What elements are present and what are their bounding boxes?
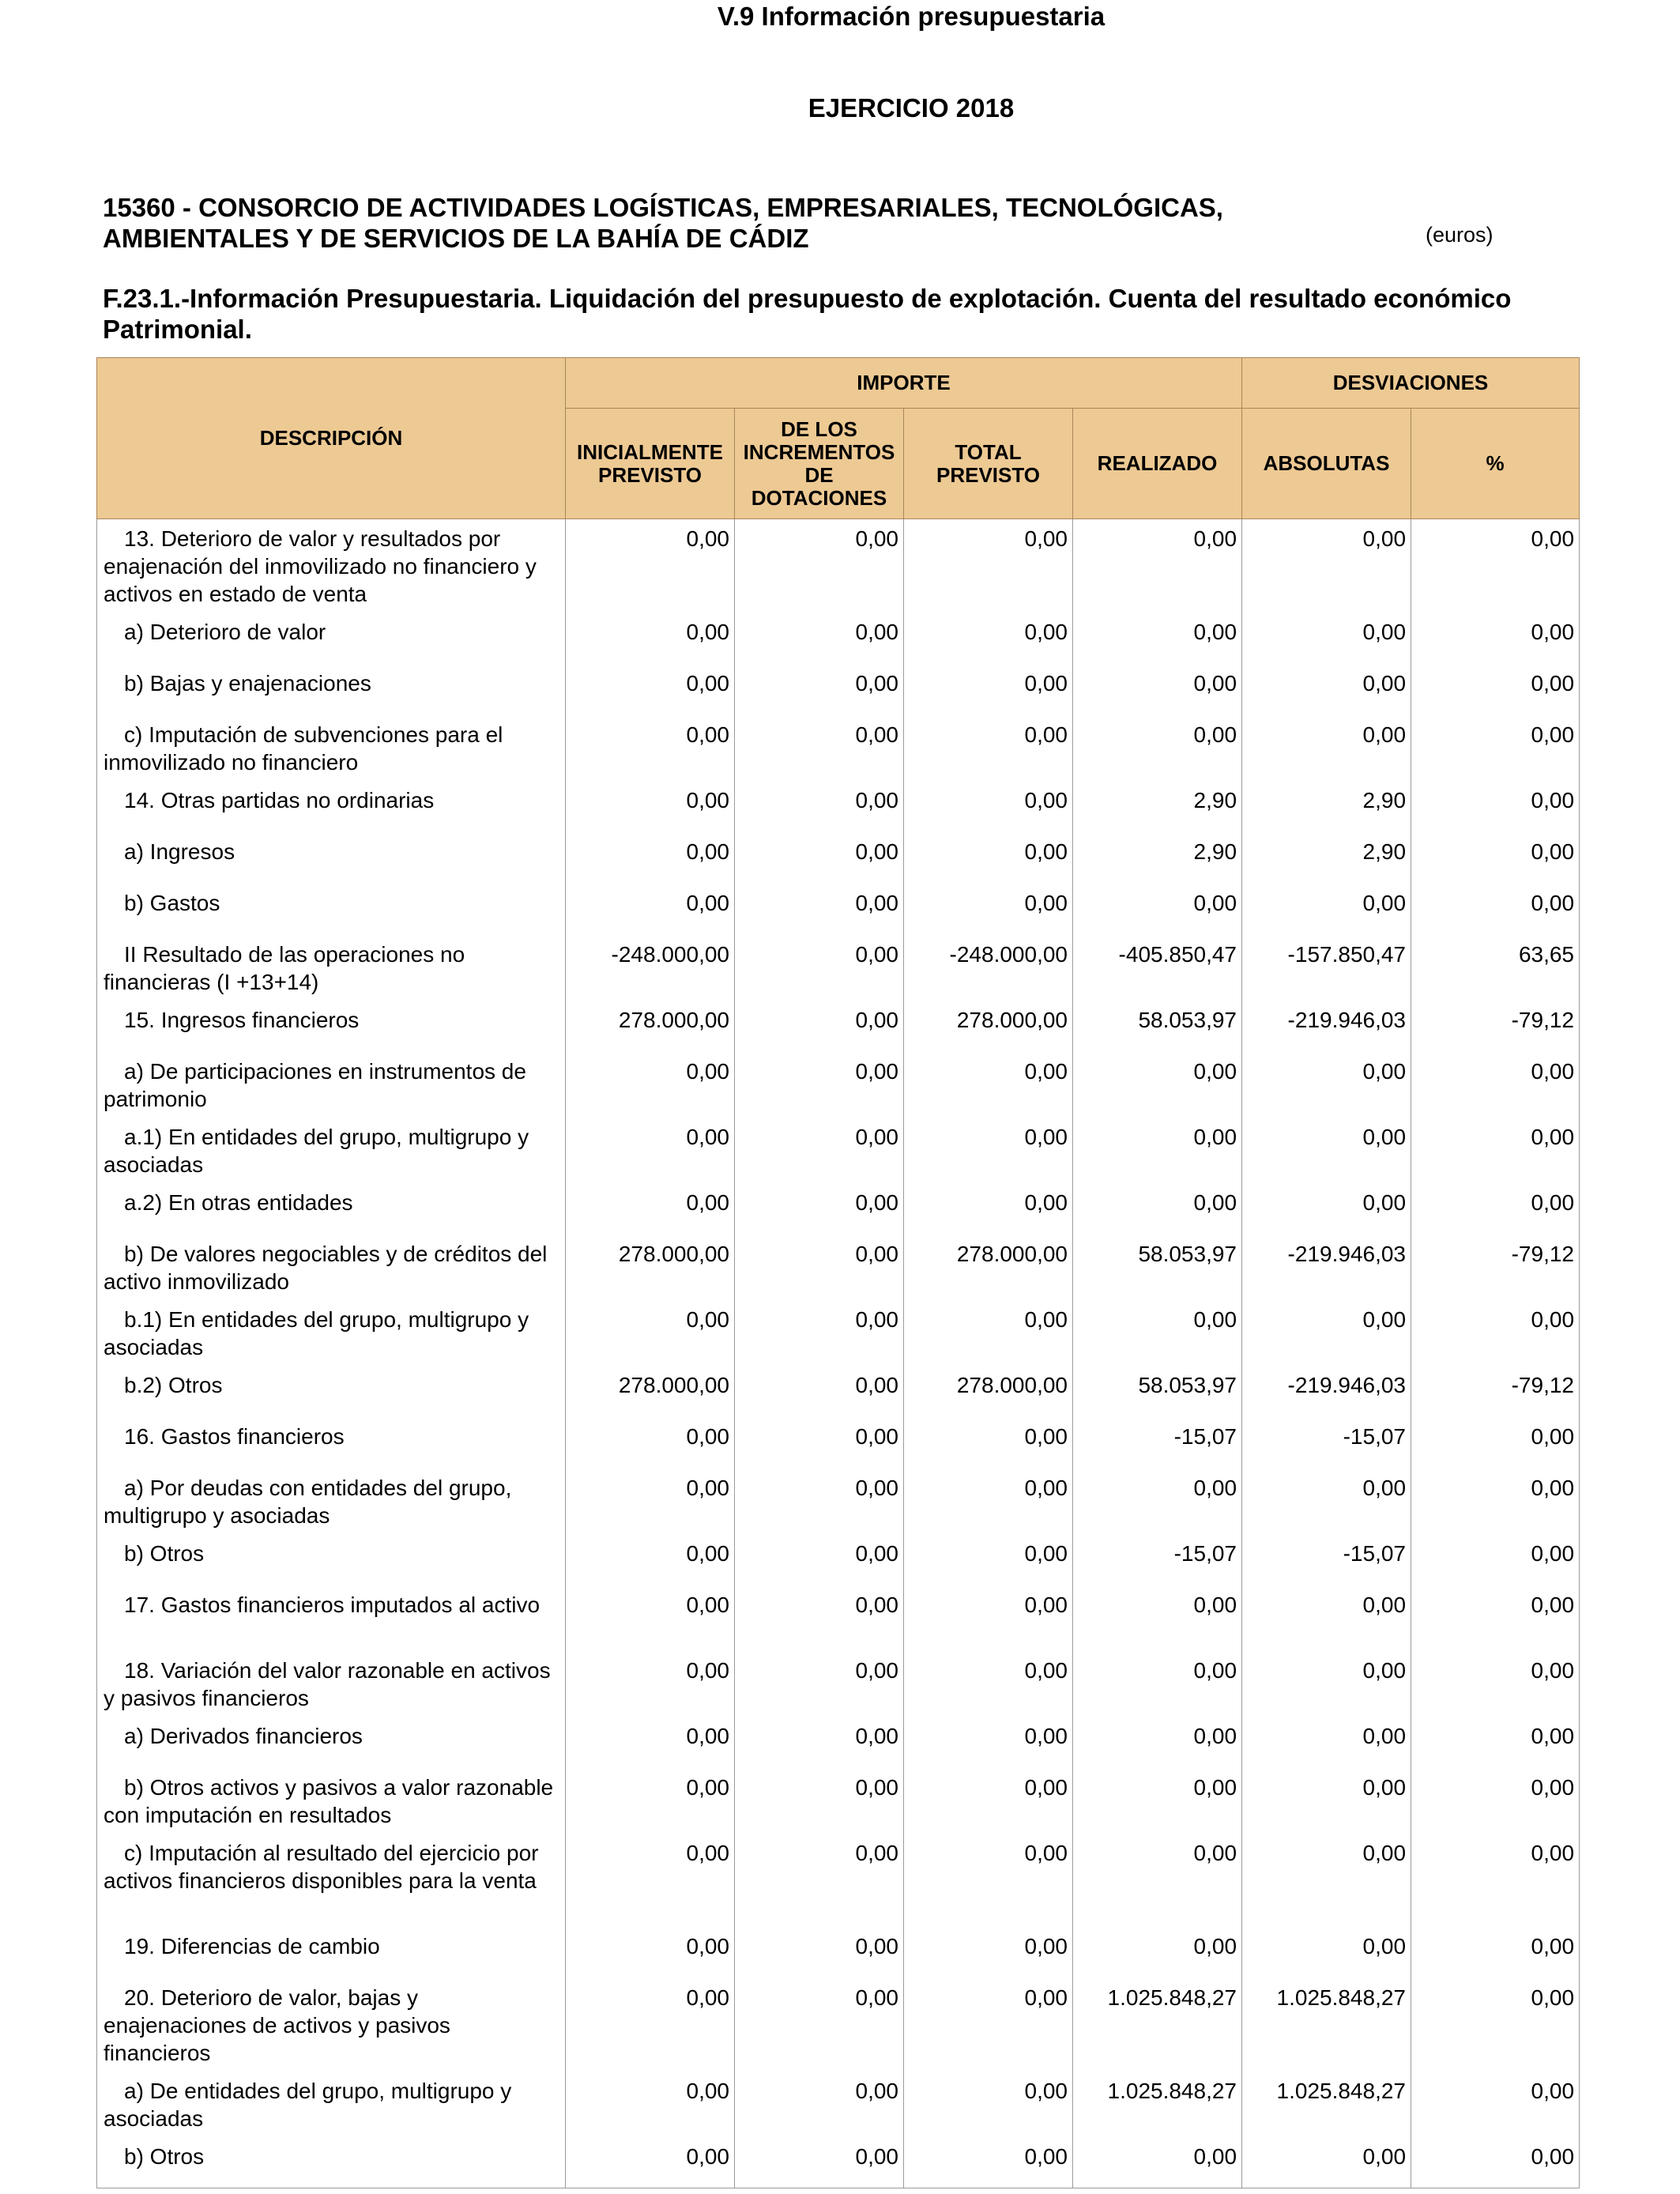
cell-inicialmente-previsto: 278.000,00 (566, 1366, 735, 1417)
row-description: 16. Gastos financieros (97, 1417, 566, 1468)
section-title (103, 283, 1604, 345)
table-row (97, 1300, 1580, 1366)
cell-absolutas: -157.850,47 (1242, 935, 1411, 1001)
cell-inicialmente-previsto: 0,00 (566, 1183, 735, 1235)
table-row (97, 2071, 1580, 2137)
cell-realizado: 0,00 (1073, 715, 1242, 781)
table-row (97, 1235, 1580, 1300)
cell-realizado: 0,00 (1073, 884, 1242, 935)
cell-realizado: 58.053,97 (1073, 1366, 1242, 1417)
row-description: c) Imputación de subvenciones para el inmovilizado no financiero (97, 715, 566, 781)
cell-absolutas: 0,00 (1242, 613, 1411, 664)
table-row (97, 2137, 1580, 2188)
cell-incrementos-dotaciones: 0,00 (735, 1717, 904, 1768)
entity-name-line-2: AMBIENTALES Y DE SERVICIOS DE LA BAHÍA DE CÁDIZ (103, 224, 809, 253)
cell-total-previsto: 0,00 (904, 1768, 1073, 1834)
cell-porcentaje: 0,00 (1411, 781, 1580, 832)
table-row (97, 1927, 1580, 1978)
cell-porcentaje: 0,00 (1411, 1978, 1580, 2071)
table-row (97, 781, 1580, 832)
table-row (97, 519, 1580, 613)
cell-realizado: 0,00 (1073, 613, 1242, 664)
entity-name-line-1: 15360 - CONSORCIO DE ACTIVIDADES LOGÍSTICAS, EMPRESARIALES, TECNOLÓGICAS, (103, 193, 1223, 222)
header-incrementos-dotaciones: DE LOS INCREMENTOS DE DOTACIONES (735, 409, 904, 519)
row-description: a) Ingresos (97, 832, 566, 884)
cell-inicialmente-previsto: 0,00 (566, 1717, 735, 1768)
cell-inicialmente-previsto: 0,00 (566, 1768, 735, 1834)
table-row (97, 935, 1580, 1001)
cell-realizado: 0,00 (1073, 1768, 1242, 1834)
cell-total-previsto: 0,00 (904, 1183, 1073, 1235)
cell-incrementos-dotaciones: 0,00 (735, 1417, 904, 1468)
header-inicialmente-previsto: INICIALMENTE PREVISTO (566, 409, 735, 519)
cell-total-previsto: 0,00 (904, 1417, 1073, 1468)
cell-inicialmente-previsto: 0,00 (566, 1118, 735, 1183)
table-row (97, 1585, 1580, 1651)
cell-absolutas: 0,00 (1242, 1834, 1411, 1927)
cell-inicialmente-previsto: 0,00 (566, 1834, 735, 1927)
cell-realizado: 2,90 (1073, 781, 1242, 832)
cell-inicialmente-previsto: 0,00 (566, 1927, 735, 1978)
cell-porcentaje: 0,00 (1411, 1651, 1580, 1717)
cell-total-previsto: 0,00 (904, 2137, 1073, 2188)
cell-inicialmente-previsto: 0,00 (566, 1417, 735, 1468)
cell-absolutas: -15,07 (1242, 1534, 1411, 1585)
cell-realizado: -405.850,47 (1073, 935, 1242, 1001)
header-absolutas: ABSOLUTAS (1242, 409, 1411, 519)
cell-absolutas: 0,00 (1242, 1118, 1411, 1183)
table-row (97, 1001, 1580, 1052)
cell-absolutas: 0,00 (1242, 1052, 1411, 1118)
cell-total-previsto: 0,00 (904, 832, 1073, 884)
cell-porcentaje: 0,00 (1411, 884, 1580, 935)
row-description: 13. Deterioro de valor y resultados por enajenación del inmovilizado no financiero y activos en estado de venta (97, 519, 566, 613)
table-row (97, 1118, 1580, 1183)
cell-incrementos-dotaciones: 0,00 (735, 1118, 904, 1183)
row-description: a) Deterioro de valor (97, 613, 566, 664)
cell-porcentaje: 63,65 (1411, 935, 1580, 1001)
cell-porcentaje: 0,00 (1411, 664, 1580, 715)
cell-realizado: 58.053,97 (1073, 1001, 1242, 1052)
cell-total-previsto: 0,00 (904, 664, 1073, 715)
cell-porcentaje: 0,00 (1411, 519, 1580, 613)
cell-absolutas: 0,00 (1242, 715, 1411, 781)
cell-incrementos-dotaciones: 0,00 (735, 1052, 904, 1118)
cell-total-previsto: 0,00 (904, 1468, 1073, 1534)
header-total-previsto: TOTAL PREVISTO (904, 409, 1073, 519)
row-description: b.1) En entidades del grupo, multigrupo y asociadas (97, 1300, 566, 1366)
cell-absolutas: 0,00 (1242, 1585, 1411, 1651)
cell-absolutas: -219.946,03 (1242, 1366, 1411, 1417)
cell-inicialmente-previsto: 278.000,00 (566, 1235, 735, 1300)
cell-incrementos-dotaciones: 0,00 (735, 1468, 904, 1534)
cell-absolutas: -15,07 (1242, 1417, 1411, 1468)
cell-absolutas: 0,00 (1242, 2137, 1411, 2188)
cell-inicialmente-previsto: 0,00 (566, 1468, 735, 1534)
cell-total-previsto: 0,00 (904, 1052, 1073, 1118)
cell-porcentaje: 0,00 (1411, 613, 1580, 664)
cell-realizado: -15,07 (1073, 1534, 1242, 1585)
cell-total-previsto: 0,00 (904, 1978, 1073, 2071)
row-description: b) Otros (97, 2137, 566, 2188)
header-desviaciones: DESVIACIONES (1242, 358, 1580, 409)
cell-absolutas: 0,00 (1242, 1651, 1411, 1717)
row-description: a) Por deudas con entidades del grupo, multigrupo y asociadas (97, 1468, 566, 1534)
cell-realizado: 0,00 (1073, 1183, 1242, 1235)
row-description: 19. Diferencias de cambio (97, 1927, 566, 1978)
cell-realizado: 1.025.848,27 (1073, 2071, 1242, 2137)
table-row (97, 1183, 1580, 1235)
cell-porcentaje: 0,00 (1411, 1183, 1580, 1235)
cell-realizado: 1.025.848,27 (1073, 1978, 1242, 2071)
row-description: a.1) En entidades del grupo, multigrupo y asociadas (97, 1118, 566, 1183)
row-description: b.2) Otros (97, 1366, 566, 1417)
cell-porcentaje: 0,00 (1411, 1717, 1580, 1768)
cell-incrementos-dotaciones: 0,00 (735, 2137, 904, 2188)
cell-incrementos-dotaciones: 0,00 (735, 1235, 904, 1300)
cell-incrementos-dotaciones: 0,00 (735, 2071, 904, 2137)
cell-inicialmente-previsto: 0,00 (566, 519, 735, 613)
cell-incrementos-dotaciones: 0,00 (735, 1927, 904, 1978)
cell-absolutas: 0,00 (1242, 1183, 1411, 1235)
row-description: b) Otros activos y pasivos a valor razonable con imputación en resultados (97, 1768, 566, 1834)
cell-inicialmente-previsto: 0,00 (566, 1300, 735, 1366)
cell-realizado: 0,00 (1073, 2137, 1242, 2188)
cell-incrementos-dotaciones: 0,00 (735, 715, 904, 781)
header-porcentaje: % (1411, 409, 1580, 519)
cell-realizado: 2,90 (1073, 832, 1242, 884)
cell-total-previsto: 0,00 (904, 1834, 1073, 1927)
table-row (97, 1468, 1580, 1534)
header-realizado: REALIZADO (1073, 409, 1242, 519)
cell-incrementos-dotaciones: 0,00 (735, 1534, 904, 1585)
cell-porcentaje: 0,00 (1411, 832, 1580, 884)
cell-total-previsto: 0,00 (904, 1585, 1073, 1651)
cell-inicialmente-previsto: 0,00 (566, 2137, 735, 2188)
table-row (97, 1717, 1580, 1768)
cell-inicialmente-previsto: -248.000,00 (566, 935, 735, 1001)
row-description: 17. Gastos financieros imputados al activo (97, 1585, 566, 1651)
cell-inicialmente-previsto: 0,00 (566, 1052, 735, 1118)
table-row (97, 1052, 1580, 1118)
cell-absolutas: 2,90 (1242, 832, 1411, 884)
cell-inicialmente-previsto: 0,00 (566, 1534, 735, 1585)
row-description: 15. Ingresos financieros (97, 1001, 566, 1052)
page-title: V.9 Información presupuestaria (717, 2, 1106, 31)
cell-incrementos-dotaciones: 0,00 (735, 1978, 904, 2071)
cell-realizado: 0,00 (1073, 1585, 1242, 1651)
cell-incrementos-dotaciones: 0,00 (735, 1183, 904, 1235)
row-description: 20. Deterioro de valor, bajas y enajenaciones de activos y pasivos financieros (97, 1978, 566, 2071)
cell-porcentaje: 0,00 (1411, 2071, 1580, 2137)
table-row (97, 1651, 1580, 1717)
table-row (97, 613, 1580, 664)
cell-porcentaje: -79,12 (1411, 1366, 1580, 1417)
cell-total-previsto: 0,00 (904, 1534, 1073, 1585)
table-row (97, 1417, 1580, 1468)
table-row (97, 832, 1580, 884)
row-description: b) Otros (97, 1534, 566, 1585)
cell-absolutas: 0,00 (1242, 1468, 1411, 1534)
cell-realizado: 0,00 (1073, 1927, 1242, 1978)
cell-total-previsto: 0,00 (904, 1300, 1073, 1366)
cell-porcentaje: 0,00 (1411, 1118, 1580, 1183)
cell-total-previsto: 0,00 (904, 715, 1073, 781)
cell-incrementos-dotaciones: 0,00 (735, 1651, 904, 1717)
cell-incrementos-dotaciones: 0,00 (735, 1001, 904, 1052)
cell-inicialmente-previsto: 0,00 (566, 715, 735, 781)
cell-absolutas: 0,00 (1242, 1717, 1411, 1768)
cell-porcentaje: 0,00 (1411, 715, 1580, 781)
cell-inicialmente-previsto: 0,00 (566, 1651, 735, 1717)
cell-absolutas: 0,00 (1242, 1927, 1411, 1978)
cell-inicialmente-previsto: 0,00 (566, 781, 735, 832)
table-row (97, 715, 1580, 781)
row-description: II Resultado de las operaciones no financieras (I +13+14) (97, 935, 566, 1001)
cell-realizado: 58.053,97 (1073, 1235, 1242, 1300)
cell-total-previsto: 0,00 (904, 1717, 1073, 1768)
cell-absolutas: -219.946,03 (1242, 1235, 1411, 1300)
cell-incrementos-dotaciones: 0,00 (735, 664, 904, 715)
cell-absolutas: 1.025.848,27 (1242, 1978, 1411, 2071)
row-description: b) Bajas y enajenaciones (97, 664, 566, 715)
entity-name (103, 192, 1383, 254)
cell-absolutas: 0,00 (1242, 664, 1411, 715)
cell-porcentaje: 0,00 (1411, 1468, 1580, 1534)
cell-total-previsto: 278.000,00 (904, 1001, 1073, 1052)
cell-inicialmente-previsto: 0,00 (566, 2071, 735, 2137)
cell-realizado: 0,00 (1073, 519, 1242, 613)
cell-porcentaje: 0,00 (1411, 1534, 1580, 1585)
table-body (97, 519, 1580, 2188)
cell-total-previsto: 0,00 (904, 781, 1073, 832)
cell-absolutas: -219.946,03 (1242, 1001, 1411, 1052)
cell-realizado: 0,00 (1073, 1052, 1242, 1118)
cell-porcentaje: -79,12 (1411, 1235, 1580, 1300)
table-row (97, 1978, 1580, 2071)
cell-incrementos-dotaciones: 0,00 (735, 1300, 904, 1366)
cell-realizado: 0,00 (1073, 1834, 1242, 1927)
row-description: a) Derivados financieros (97, 1717, 566, 1768)
table-row (97, 664, 1580, 715)
cell-total-previsto: 0,00 (904, 2071, 1073, 2137)
cell-incrementos-dotaciones: 0,00 (735, 1366, 904, 1417)
cell-incrementos-dotaciones: 0,00 (735, 832, 904, 884)
cell-incrementos-dotaciones: 0,00 (735, 613, 904, 664)
cell-incrementos-dotaciones: 0,00 (735, 884, 904, 935)
row-description: c) Imputación al resultado del ejercicio por activos financieros disponibles para la venta (97, 1834, 566, 1927)
cell-absolutas: 0,00 (1242, 884, 1411, 935)
cell-realizado: 0,00 (1073, 1468, 1242, 1534)
cell-realizado: 0,00 (1073, 1717, 1242, 1768)
table-row (97, 1834, 1580, 1927)
cell-realizado: 0,00 (1073, 1651, 1242, 1717)
row-description: a.2) En otras entidades (97, 1183, 566, 1235)
table-row (97, 1768, 1580, 1834)
cell-absolutas: 2,90 (1242, 781, 1411, 832)
section-title-line-2: Patrimonial. (103, 315, 252, 344)
cell-incrementos-dotaciones: 0,00 (735, 1834, 904, 1927)
cell-inicialmente-previsto: 0,00 (566, 884, 735, 935)
cell-porcentaje: 0,00 (1411, 1834, 1580, 1927)
cell-total-previsto: 0,00 (904, 613, 1073, 664)
cell-inicialmente-previsto: 0,00 (566, 613, 735, 664)
cell-inicialmente-previsto: 278.000,00 (566, 1001, 735, 1052)
cell-realizado: -15,07 (1073, 1417, 1242, 1468)
cell-total-previsto: 278.000,00 (904, 1235, 1073, 1300)
fiscal-year-heading: EJERCICIO 2018 (808, 93, 1015, 123)
cell-realizado: 0,00 (1073, 664, 1242, 715)
cell-porcentaje: 0,00 (1411, 2137, 1580, 2188)
header-descripcion: DESCRIPCIÓN (97, 358, 566, 519)
table-row (97, 1366, 1580, 1417)
table-row (97, 1534, 1580, 1585)
cell-porcentaje: 0,00 (1411, 1927, 1580, 1978)
cell-porcentaje: 0,00 (1411, 1768, 1580, 1834)
cell-inicialmente-previsto: 0,00 (566, 664, 735, 715)
cell-realizado: 0,00 (1073, 1118, 1242, 1183)
cell-absolutas: 0,00 (1242, 519, 1411, 613)
cell-total-previsto: 0,00 (904, 519, 1073, 613)
header-importe: IMPORTE (566, 358, 1242, 409)
cell-absolutas: 0,00 (1242, 1300, 1411, 1366)
cell-absolutas: 0,00 (1242, 1768, 1411, 1834)
cell-total-previsto: 0,00 (904, 1118, 1073, 1183)
cell-incrementos-dotaciones: 0,00 (735, 1585, 904, 1651)
cell-realizado: 0,00 (1073, 1300, 1242, 1366)
table-row (97, 884, 1580, 935)
cell-incrementos-dotaciones: 0,00 (735, 1768, 904, 1834)
row-description: 18. Variación del valor razonable en activos y pasivos financieros (97, 1651, 566, 1717)
row-description: b) De valores negociables y de créditos del activo inmovilizado (97, 1235, 566, 1300)
cell-porcentaje: 0,00 (1411, 1052, 1580, 1118)
cell-total-previsto: -248.000,00 (904, 935, 1073, 1001)
units-label: (euros) (1426, 223, 1494, 247)
row-description: a) De participaciones en instrumentos de patrimonio (97, 1052, 566, 1118)
cell-total-previsto: 0,00 (904, 1651, 1073, 1717)
cell-total-previsto: 0,00 (904, 884, 1073, 935)
cell-absolutas: 1.025.848,27 (1242, 2071, 1411, 2137)
row-description: a) De entidades del grupo, multigrupo y asociadas (97, 2071, 566, 2137)
cell-total-previsto: 0,00 (904, 1927, 1073, 1978)
cell-incrementos-dotaciones: 0,00 (735, 935, 904, 1001)
cell-inicialmente-previsto: 0,00 (566, 832, 735, 884)
cell-inicialmente-previsto: 0,00 (566, 1585, 735, 1651)
row-description: b) Gastos (97, 884, 566, 935)
cell-porcentaje: -79,12 (1411, 1001, 1580, 1052)
budget-table (96, 357, 1580, 2188)
cell-incrementos-dotaciones: 0,00 (735, 781, 904, 832)
cell-inicialmente-previsto: 0,00 (566, 1978, 735, 2071)
row-description: 14. Otras partidas no ordinarias (97, 781, 566, 832)
cell-porcentaje: 0,00 (1411, 1417, 1580, 1468)
cell-porcentaje: 0,00 (1411, 1300, 1580, 1366)
cell-incrementos-dotaciones: 0,00 (735, 519, 904, 613)
cell-total-previsto: 278.000,00 (904, 1366, 1073, 1417)
section-title-line-1: F.23.1.-Información Presupuestaria. Liquidación del presupuesto de explotación. Cuenta del resultado económico (103, 284, 1512, 313)
cell-porcentaje: 0,00 (1411, 1585, 1580, 1651)
